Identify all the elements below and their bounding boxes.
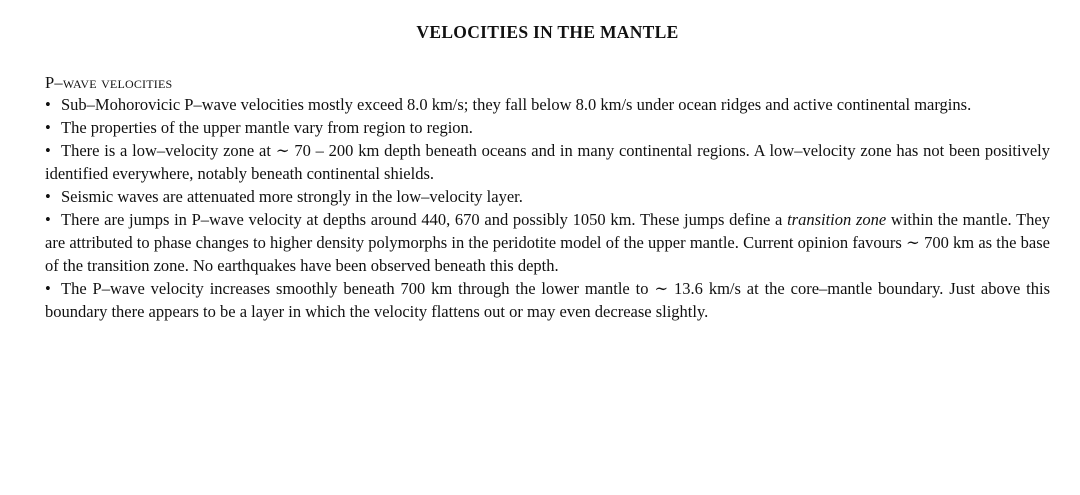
bullet-item-3 [45,139,1050,185]
bullet-text: The properties of the upper mantle vary from region to region. [61,118,473,137]
bullet-icon: • [45,279,51,298]
bullet-item-2 [45,116,1050,139]
bullet-text: The P–wave velocity increases smoothly beneath 700 km through the lower mantle to ∼ 13.6 km/s at the core–mantle boundary. Just above this boundary there appears to be a layer in which the velocity flattens out or may even decrease slightly. [45,279,1050,321]
bullet-item-5 [45,208,1050,277]
bullet-icon: • [45,210,51,229]
bullet-text: Seismic waves are attenuated more strongly in the low–velocity layer. [61,187,523,206]
bullet-icon: • [45,118,51,137]
bullet-text: There are jumps in P–wave velocity at depths around 440, 670 and possibly 1050 km. These jumps define a [61,210,788,229]
emphasis-term: transition zone [787,210,887,229]
bullet-text: There is a low–velocity zone at ∼ 70 – 200 km depth beneath oceans and in many continental regions. A low–velocity zone has not been positively identified everywhere, notably beneath continental shields. [45,141,1050,183]
bullet-text: Sub–Mohorovicic P–wave velocities mostly exceed 8.0 km/s; they fall below 8.0 km/s under ocean ridges and active continental margins. [61,95,972,114]
bullet-icon: • [45,95,51,114]
section-heading: P–wave velocities [45,73,173,92]
bullet-item-1 [45,93,1050,116]
bullet-text-continued: within the mantle. They are attributed to phase changes to higher density polymorphs in the peridotite model of the upper mantle. Current opinion favours ∼ 700 km as the base of the transition zone. No earthquakes have been observed beneath this depth. [45,210,1050,275]
document-page [45,14,1050,323]
bullet-icon: • [45,141,51,160]
page-title: VELOCITIES IN THE MANTLE [416,22,679,42]
bullet-item-4 [45,185,1050,208]
bullet-icon: • [45,187,51,206]
bullet-item-6 [45,277,1050,323]
